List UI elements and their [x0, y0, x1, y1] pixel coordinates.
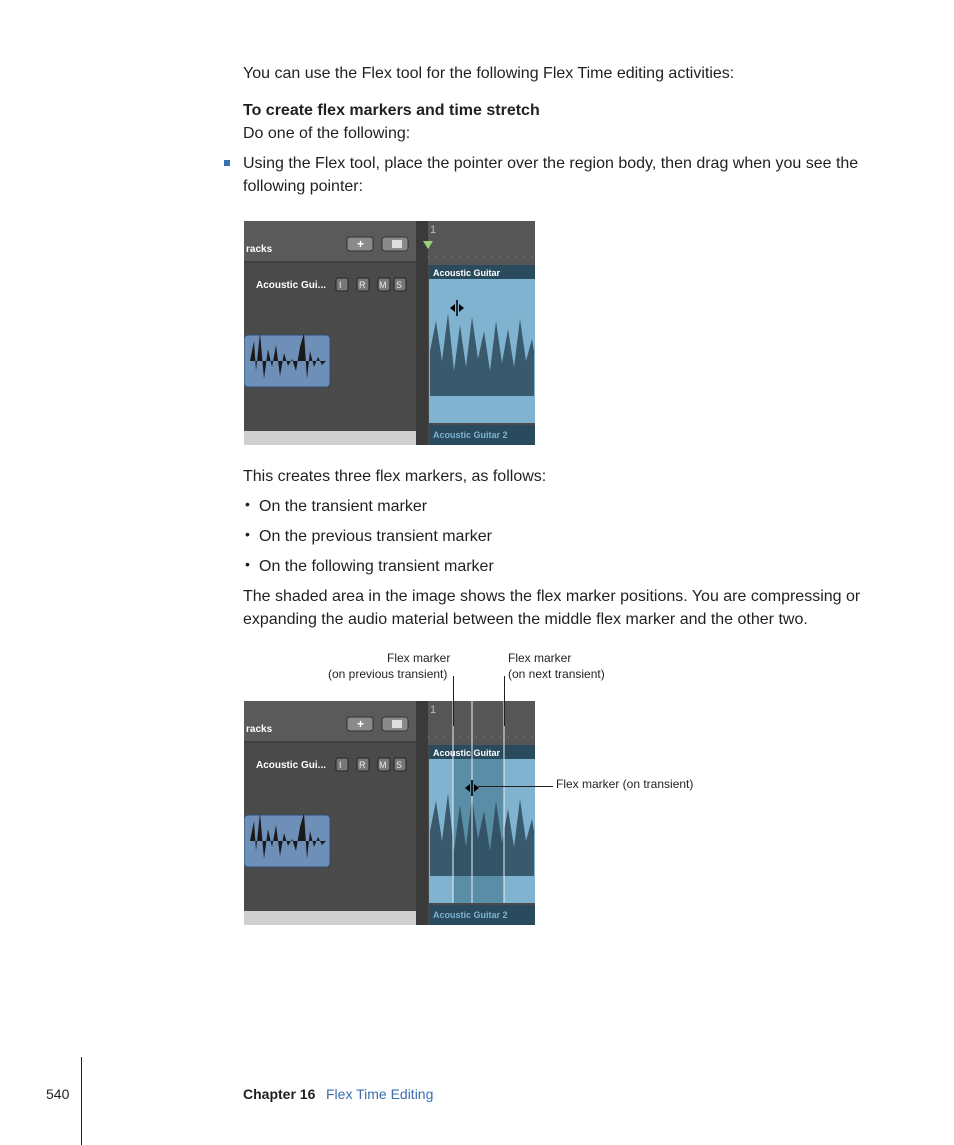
- marker-item-3: On the following transient marker: [259, 558, 494, 575]
- region-2-label: Acoustic Guitar 2: [433, 430, 508, 440]
- bullet-text-line1: Using the Flex tool, place the pointer over the region body, then drag when you see the: [243, 155, 859, 172]
- callout-previous-line2: (on previous transient): [328, 667, 448, 681]
- solo-button-label: S: [396, 280, 403, 290]
- tracks-header-label: racks: [246, 244, 273, 255]
- record-button-label: R: [359, 760, 366, 770]
- callout-line-on-transient: [478, 786, 553, 787]
- mute-button-label: M: [379, 760, 387, 770]
- callout-line-previous: [453, 676, 454, 726]
- chapter-label: Chapter 16: [243, 1086, 316, 1102]
- bullet-dot: •: [245, 526, 250, 542]
- footer-divider: [81, 1057, 82, 1145]
- callout-next-line2: (on next transient): [508, 667, 605, 681]
- track-name: Acoustic Gui...: [256, 280, 327, 291]
- explain-text-line2: expanding the audio material between the middle flex marker and the other two.: [243, 611, 808, 628]
- square-bullet-icon: [224, 160, 230, 166]
- section-heading: To create flex markers and time stretch: [243, 102, 540, 119]
- add-track-icon: +: [357, 237, 365, 251]
- duplicate-track-icon: [392, 240, 402, 248]
- flex-markers-screenshot-2: [244, 701, 535, 925]
- duplicate-track-icon: [392, 720, 402, 728]
- page-number: 540: [46, 1086, 70, 1102]
- bullet-dot: •: [245, 496, 250, 512]
- input-button-label: I: [339, 760, 342, 770]
- callout-previous-line1: Flex marker: [387, 651, 451, 665]
- record-button-label: R: [359, 280, 366, 290]
- explain-text-line1: The shaded area in the image shows the flex marker positions. You are compressing or: [243, 588, 861, 605]
- bullet-dot: •: [245, 556, 250, 572]
- region-1-label: Acoustic Guitar: [433, 268, 501, 278]
- result-text: This creates three flex markers, as follows:: [243, 468, 547, 485]
- callout-next-line1: Flex marker: [508, 651, 572, 665]
- bullet-text-line2: following pointer:: [243, 178, 364, 195]
- callout-on-transient: Flex marker (on transient): [556, 777, 694, 791]
- marker-item-1: On the transient marker: [259, 498, 428, 515]
- mute-button-label: M: [379, 280, 387, 290]
- bar-number-label: 1: [430, 704, 437, 716]
- solo-button-label: S: [396, 760, 403, 770]
- instruction-text: Do one of the following:: [243, 125, 411, 142]
- marker-item-2: On the previous transient marker: [259, 528, 492, 545]
- intro-text: You can use the Flex tool for the following Flex Time editing activities:: [243, 65, 735, 82]
- input-button-label: I: [339, 280, 342, 290]
- add-track-icon: +: [357, 717, 365, 731]
- callout-line-next: [504, 676, 505, 726]
- region-2-label: Acoustic Guitar 2: [433, 910, 508, 920]
- flex-tool-screenshot-1: [244, 221, 535, 445]
- region-1-label: Acoustic Guitar: [433, 748, 501, 758]
- track-name: Acoustic Gui...: [256, 760, 327, 771]
- chapter-title: Flex Time Editing: [326, 1086, 434, 1102]
- tracks-header-label: racks: [246, 724, 273, 735]
- bar-number-label: 1: [430, 224, 437, 236]
